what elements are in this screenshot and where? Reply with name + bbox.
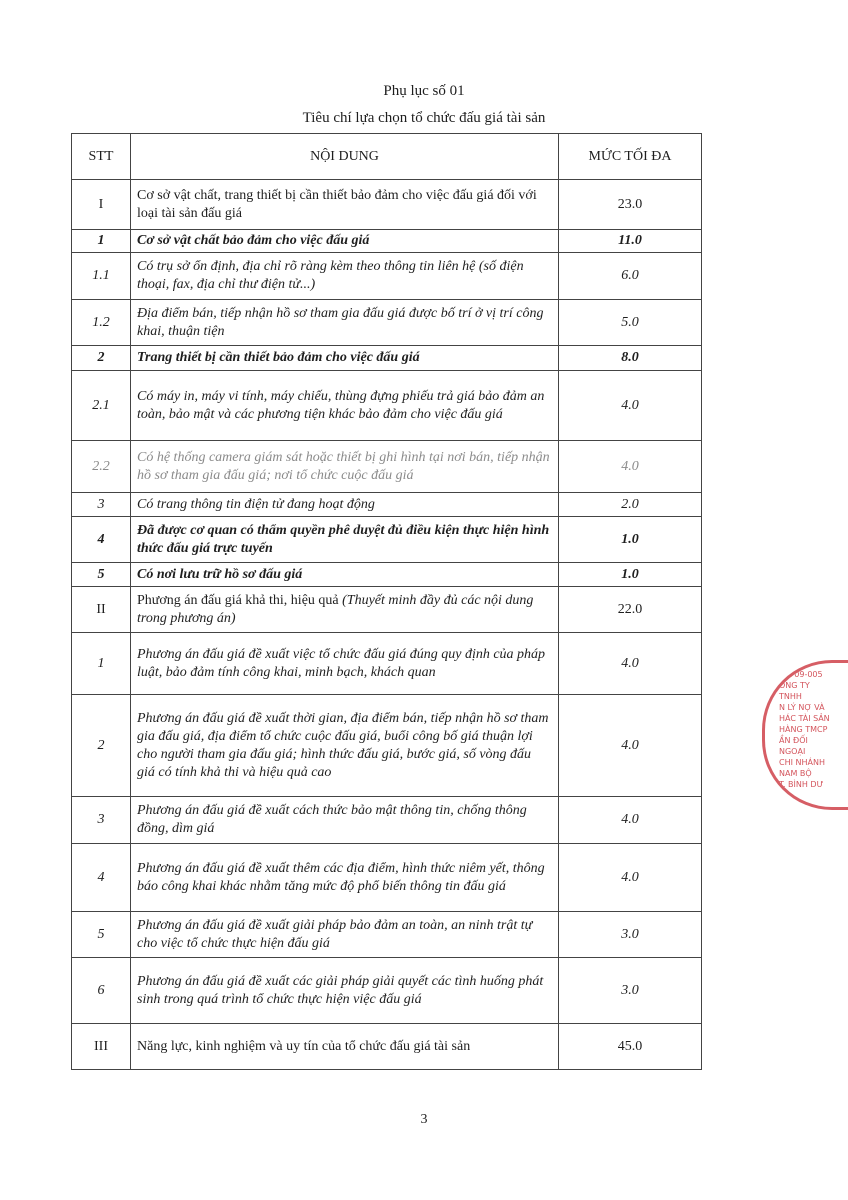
table-row <box>72 493 702 517</box>
table-row <box>72 230 702 253</box>
row-content: Phương án đấu giá đề xuất việc tổ chức đấu giá đúng quy định của pháp luật, bảo đảm tính công khai, minh bạch, khách quan <box>131 633 559 695</box>
page-number: 3 <box>420 1112 428 1127</box>
row-max: 4.0 <box>559 371 702 441</box>
row-content: Có nơi lưu trữ hồ sơ đấu giá <box>131 563 559 587</box>
row-stt: 2.2 <box>72 441 131 493</box>
row-stt: II <box>72 587 131 633</box>
row-content: Có máy in, máy vi tính, máy chiếu, thùng đựng phiếu trả giá bảo đảm an toàn, bảo mật và các phương tiện khác bảo đảm cho việc đấu giá <box>131 371 559 441</box>
stamp-line: N LÝ NỢ VÀ <box>779 703 825 712</box>
table-row <box>72 300 702 346</box>
appendix-label: Phụ lục số 01 <box>383 83 465 99</box>
row-stt: 1.2 <box>72 300 131 346</box>
row-max: 4.0 <box>559 844 702 912</box>
row-content: Trang thiết bị cần thiết bảo đảm cho việc đấu giá <box>131 346 559 371</box>
row-max: 8.0 <box>559 346 702 371</box>
row-content: Phương án đấu giá đề xuất thời gian, địa điểm bán, tiếp nhận hồ sơ tham gia đấu giá, địa điểm tổ chức cuộc đấu giá, buổi công bố giá thuận lợi cho người tham gia đấu giá; hình thức đấu giá, bước giá, số vòng đấu giá có tính khả thi và hiệu quả cao <box>131 695 559 797</box>
row-max: 2.0 <box>559 493 702 517</box>
row-content: Cơ sở vật chất, trang thiết bị cần thiết bảo đảm cho việc đấu giá đối với loại tài sản đấu giá <box>131 180 559 230</box>
row-max: 4.0 <box>559 695 702 797</box>
table-row <box>72 958 702 1024</box>
row-stt: 3 <box>72 493 131 517</box>
row-max: 6.0 <box>559 253 702 300</box>
table-row <box>72 346 702 371</box>
row-stt: 5 <box>72 563 131 587</box>
row-content: Địa điểm bán, tiếp nhận hồ sơ tham gia đấu giá được bố trí ở vị trí công khai, thuận tiện <box>131 300 559 346</box>
row-content: Năng lực, kinh nghiệm và uy tín của tổ chức đấu giá tài sản <box>131 1024 559 1070</box>
column-header-max: MỨC TỐI ĐA <box>559 134 702 180</box>
row-content: Có hệ thống camera giám sát hoặc thiết bị ghi hình tại nơi bán, tiếp nhận hồ sơ tham gia đấu giá; nơi tổ chức cuộc đấu giá <box>131 441 559 493</box>
stamp-line: NGOẠI <box>779 747 806 756</box>
row-stt: 2 <box>72 695 131 797</box>
table-row <box>72 695 702 797</box>
row-stt: 1 <box>72 633 131 695</box>
row-content: Phương án đấu giá đề xuất các giải pháp giải quyết các tình huống phát sinh trong quá trình tổ chức thực hiện việc đấu giá <box>131 958 559 1024</box>
table-row <box>72 180 702 230</box>
row-content-note: (Thuyết minh đầy đủ các nội dung trong phương án) <box>137 592 534 626</box>
row-max: 5.0 <box>559 300 702 346</box>
row-content: Phương án đấu giá đề xuất giải pháp bảo đảm an toàn, an ninh trật tự cho việc tổ chức thực hiện đấu giá <box>131 912 559 958</box>
stamp-line: 01709-005 <box>779 670 823 679</box>
company-seal-stamp <box>762 660 848 810</box>
row-max: 4.0 <box>559 633 702 695</box>
table-row <box>72 912 702 958</box>
row-max: 1.0 <box>559 517 702 563</box>
row-max: 1.0 <box>559 563 702 587</box>
row-stt: 5 <box>72 912 131 958</box>
row-content: Phương án đấu giá đề xuất thêm các địa điểm, hình thức niêm yết, thông báo công khai khác nhằm tăng mức độ phổ biến thông tin đấu giá <box>131 844 559 912</box>
row-content: Đã được cơ quan có thẩm quyền phê duyệt đủ điều kiện thực hiện hình thức đấu giá trực tuyến <box>131 517 559 563</box>
stamp-line: HÀNG TMCP <box>779 725 828 734</box>
stamp-line: NAM BỘ <box>779 769 812 778</box>
row-max: 4.0 <box>559 797 702 844</box>
row-max: 45.0 <box>559 1024 702 1070</box>
row-content: Có trang thông tin điện tử đang hoạt động <box>131 493 559 517</box>
column-header-content: NỘI DUNG <box>131 134 559 180</box>
row-max: 3.0 <box>559 958 702 1024</box>
row-stt: 6 <box>72 958 131 1024</box>
row-stt: 3 <box>72 797 131 844</box>
stamp-line: HÁC TÀI SẢN <box>779 714 830 723</box>
stamp-line: TNHH <box>779 692 802 701</box>
stamp-line: ÔNG TY <box>779 681 810 690</box>
row-stt: 4 <box>72 844 131 912</box>
row-max: 4.0 <box>559 441 702 493</box>
table-row <box>72 253 702 300</box>
row-max: 11.0 <box>559 230 702 253</box>
column-header-stt: STT <box>72 134 131 180</box>
table-row <box>72 1024 702 1070</box>
row-max: 3.0 <box>559 912 702 958</box>
table-row <box>72 797 702 844</box>
stamp-line: ẦN ĐỐI <box>779 736 808 745</box>
row-stt: 2.1 <box>72 371 131 441</box>
row-content-main: Phương án đấu giá khả thi, hiệu quả <box>137 592 339 608</box>
row-stt: 1.1 <box>72 253 131 300</box>
row-stt: 4 <box>72 517 131 563</box>
row-content <box>131 587 559 633</box>
document-title: Tiêu chí lựa chọn tổ chức đấu giá tài sản <box>302 110 546 126</box>
row-stt: 1 <box>72 230 131 253</box>
table-row <box>72 633 702 695</box>
row-stt: 2 <box>72 346 131 371</box>
table-row <box>72 844 702 912</box>
table-row <box>72 371 702 441</box>
stamp-line: CHI NHÁNH <box>779 758 825 767</box>
row-max: 23.0 <box>559 180 702 230</box>
table-row <box>72 563 702 587</box>
row-max: 22.0 <box>559 587 702 633</box>
row-content: Cơ sở vật chất bảo đảm cho việc đấu giá <box>131 230 559 253</box>
table-row <box>72 441 702 493</box>
criteria-table <box>71 133 702 1070</box>
table-header-row <box>72 134 702 180</box>
table-row <box>72 587 702 633</box>
table-row <box>72 517 702 563</box>
row-stt: I <box>72 180 131 230</box>
stamp-line: T. BÌNH DƯ <box>779 780 824 789</box>
row-content: Phương án đấu giá đề xuất cách thức bảo mật thông tin, chống thông đồng, dìm giá <box>131 797 559 844</box>
row-content: Có trụ sở ổn định, địa chỉ rõ ràng kèm theo thông tin liên hệ (số điện thoại, fax, địa chỉ thư điện tử...) <box>131 253 559 300</box>
row-stt: III <box>72 1024 131 1070</box>
